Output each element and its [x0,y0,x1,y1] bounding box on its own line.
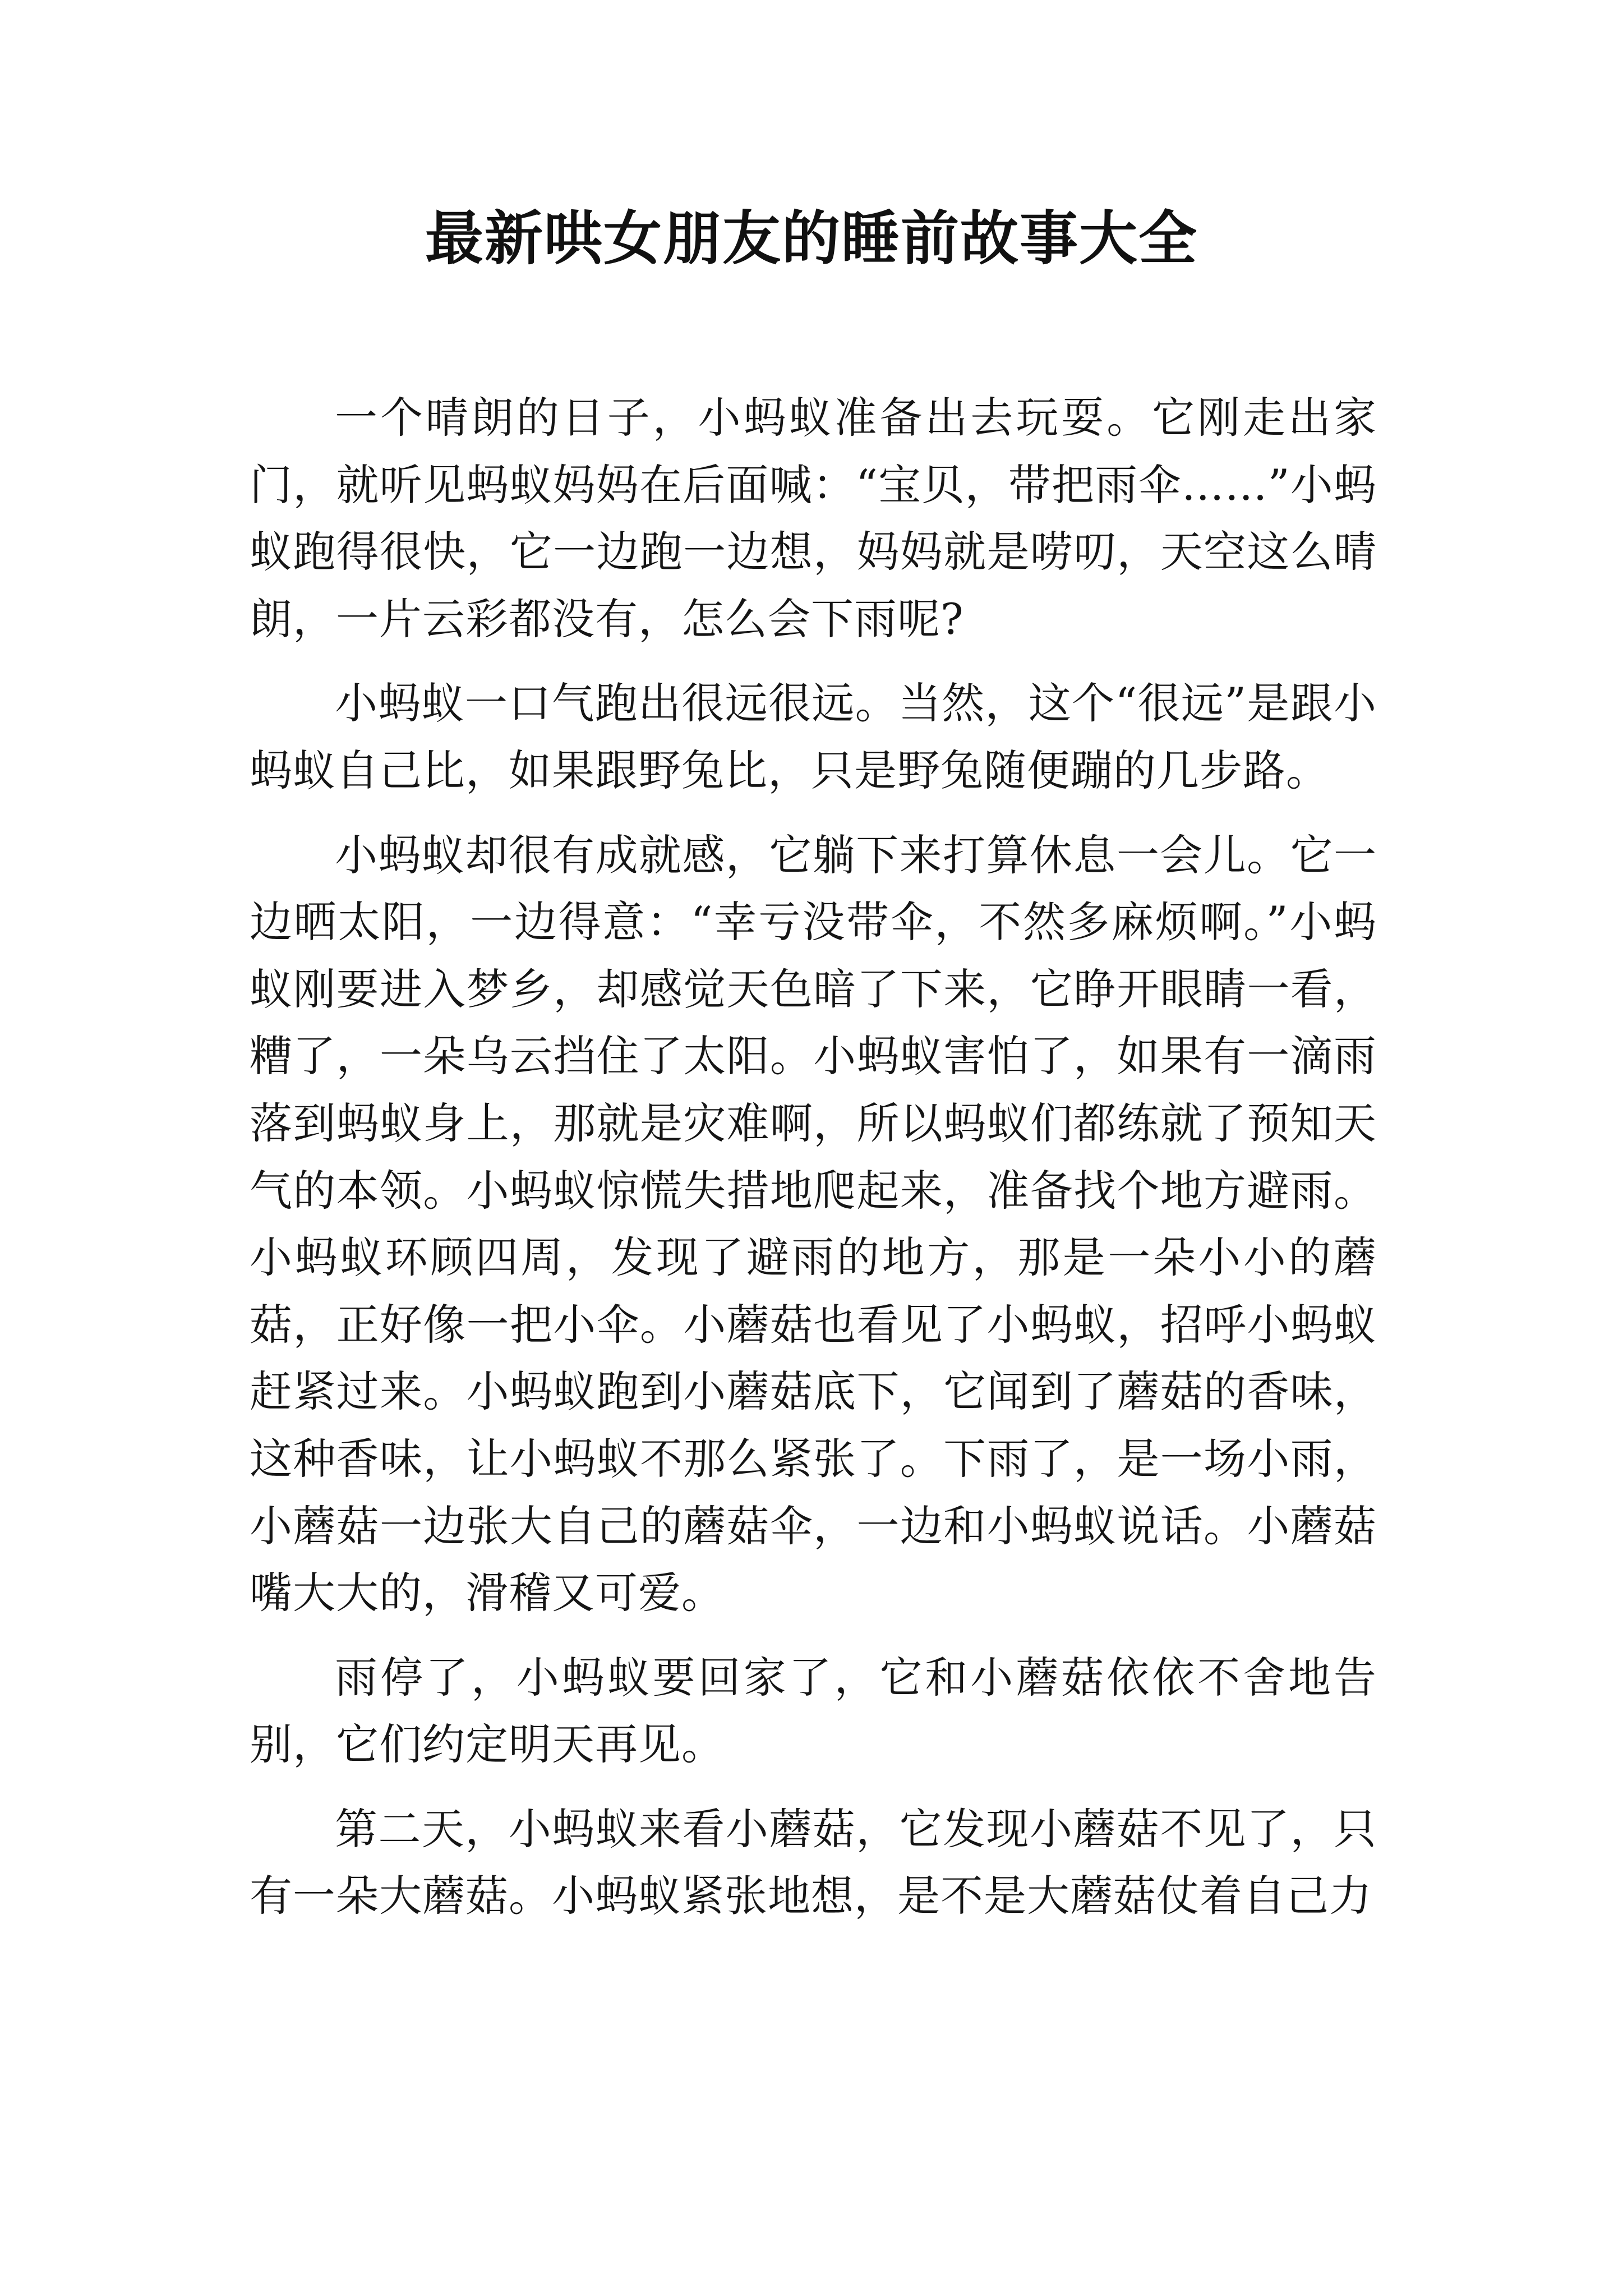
document-title: 最新哄女朋友的睡前故事大全 [425,204,1198,273]
paragraph: 雨停了，小蚂蚁要回家了，它和小蘑菇依依不舍地告别，它们约定明天再见。 [250,1652,1377,1770]
paragraph: 第二天，小蚂蚁来看小蘑菇，它发现小蘑菇不见了，只有一朵大蘑菇。小蚂蚁紧张地想，是不是大蘑菇仗着自己力 [250,1803,1377,1921]
paragraph: 小蚂蚁一口气跑出很远很远。当然，这个“很远”是跟小蚂蚁自己比，如果跟野兔比，只是野兔随便蹦的几步路。 [250,678,1377,795]
paragraph: 一个晴朗的日子，小蚂蚁准备出去玩耍。它刚走出家门，就听见蚂蚁妈妈在后面喊：“宝贝，带把雨伞……”小蚂蚁跑得很快，它一边跑一边想，妈妈就是唠叨，天空这么晴朗，一片云彩都没有，怎么会下雨呢? [250,393,1377,644]
document-body [250,384,1377,1947]
paragraph: 小蚂蚁却很有成就感，它躺下来打算休息一会儿。它一边晒太阳，一边得意：“幸亏没带伞，不然多麻烦啊。”小蚂蚁刚要进入梦乡，却感觉天色暗了下来，它睁开眼睛一看，糟了，一朵乌云挡住了太阳。小蚂蚁害怕了，如果有一滴雨落到蚂蚁身上，那就是灾难啊，所以蚂蚁们都练就了预知天气的本领。小蚂蚁惊慌失措地爬起来，准备找个地方避雨。小蚂蚁环顾四周，发现了避雨的地方，那是一朵小小的蘑菇，正好像一把小伞。小蘑菇也看见了小蚂蚁，招呼小蚂蚁赶紧过来。小蚂蚁跑到小蘑菇底下，它闻到了蘑菇的香味，这种香味，让小蚂蚁不那么紧张了。下雨了，是一场小雨，小蘑菇一边张大自己的蘑菇伞，一边和小蚂蚁说话。小蘑菇嘴大大的，滑稽又可爱。 [250,830,1377,1618]
